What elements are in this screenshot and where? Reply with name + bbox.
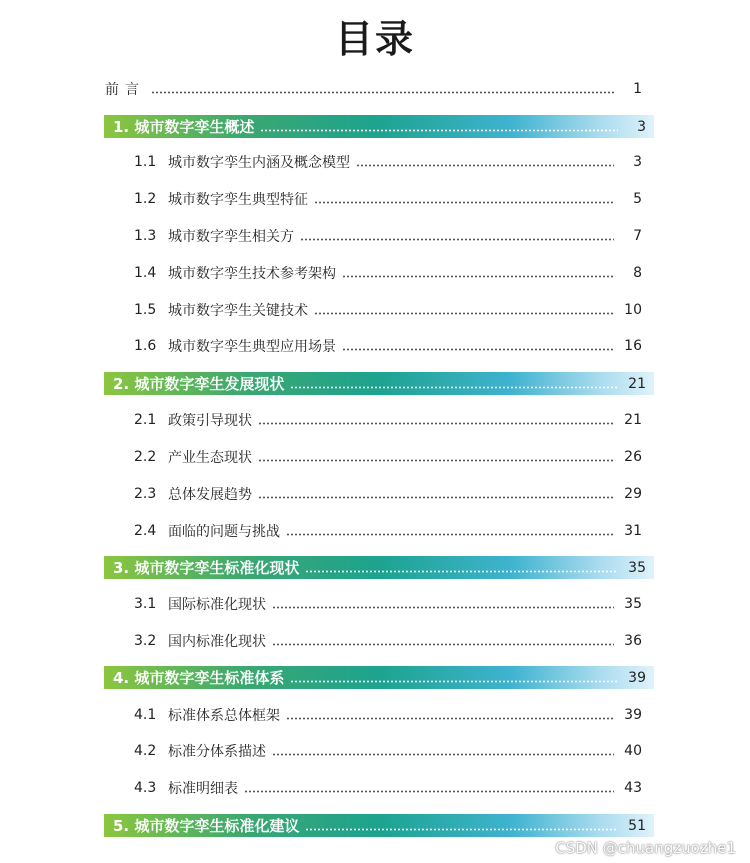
section-number: 1.3 (134, 228, 157, 244)
leader-dots (151, 83, 614, 95)
toc-page-number: 3 (633, 154, 642, 170)
leader-dots (342, 267, 614, 279)
csdn-watermark: CSDN @chuangzuozhe1 (555, 839, 736, 857)
toc-page-number: 36 (624, 633, 642, 649)
section-title: 国际标准化现状 (168, 597, 266, 613)
chapter-title: 城市数字孪生概述 (134, 118, 255, 136)
toc-section-4-1[interactable] (134, 703, 642, 727)
leader-dots (305, 562, 618, 574)
leader-dots (286, 709, 614, 721)
section-title: 政策引导现状 (168, 413, 252, 429)
toc-page-number: 8 (633, 265, 642, 281)
section-number: 2.1 (134, 412, 157, 428)
leader-dots (290, 672, 618, 684)
toc-entry-preface[interactable] (105, 77, 642, 101)
section-title: 城市数字孪生相关方 (168, 229, 294, 245)
leader-dots (342, 340, 614, 352)
chapter-title: 城市数字孪生标准体系 (134, 669, 285, 687)
toc-page-number: 21 (624, 412, 642, 428)
chapter-number: 5. (113, 816, 130, 835)
section-title: 城市数字孪生典型应用场景 (168, 339, 336, 355)
toc-section-2-4[interactable] (134, 519, 642, 543)
section-title: 标准明细表 (168, 781, 238, 797)
chapter-title: 城市数字孪生标准化现状 (134, 559, 300, 577)
section-number: 1.5 (134, 302, 157, 318)
chapter-number: 2. (113, 374, 130, 393)
section-title: 国内标准化现状 (168, 634, 266, 650)
section-number: 4.1 (134, 707, 157, 723)
toc-chapter-5[interactable] (104, 814, 654, 837)
section-title: 标准分体系描述 (168, 744, 266, 760)
section-number: 2.3 (134, 486, 157, 502)
toc-page-number: 21 (628, 375, 646, 392)
toc-page-number: 31 (624, 523, 642, 539)
leader-dots (286, 525, 614, 537)
leader-dots (258, 488, 614, 500)
section-title: 面临的问题与挑战 (168, 524, 280, 540)
toc-page-number: 16 (624, 338, 642, 354)
section-number: 1.4 (134, 265, 157, 281)
leader-dots (305, 820, 618, 832)
toc-section-1-5[interactable] (134, 298, 642, 322)
toc-chapter-2[interactable] (104, 372, 654, 395)
toc-page-number: 35 (628, 559, 646, 576)
section-number: 1.1 (134, 154, 157, 170)
toc-entry-label: 前言 (105, 82, 145, 98)
leader-dots (258, 451, 614, 463)
toc-page-number: 3 (637, 118, 646, 135)
toc-chapter-3[interactable] (104, 556, 654, 579)
toc-section-3-1[interactable] (134, 592, 642, 616)
toc-section-2-3[interactable] (134, 482, 642, 506)
toc-page-number: 39 (628, 669, 646, 686)
leader-dots (314, 304, 614, 316)
leader-dots (260, 121, 618, 133)
chapter-number: 4. (113, 668, 130, 687)
section-title: 城市数字孪生技术参考架构 (168, 266, 336, 282)
section-number: 3.1 (134, 596, 157, 612)
toc-section-1-2[interactable] (134, 187, 642, 211)
page-title: 目录 (334, 16, 415, 61)
toc-section-1-3[interactable] (134, 224, 642, 248)
leader-dots (258, 414, 614, 426)
section-title: 标准体系总体框架 (168, 708, 280, 724)
toc-page-number: 26 (624, 449, 642, 465)
toc-section-2-1[interactable] (134, 408, 642, 432)
toc-section-2-2[interactable] (134, 445, 642, 469)
toc-page-number: 51 (628, 817, 646, 834)
toc-page-number: 10 (624, 302, 642, 318)
toc-page-number: 1 (633, 81, 642, 97)
chapter-number: 1. (113, 117, 130, 136)
chapter-title: 城市数字孪生发展现状 (134, 375, 285, 393)
toc-page-number: 43 (624, 780, 642, 796)
chapter-number: 3. (113, 558, 130, 577)
section-title: 产业生态现状 (168, 450, 252, 466)
leader-dots (356, 156, 614, 168)
toc-chapter-1[interactable] (104, 115, 654, 138)
toc-page-number: 5 (633, 191, 642, 207)
section-title: 总体发展趋势 (168, 487, 252, 503)
toc-section-3-2[interactable] (134, 629, 642, 653)
leader-dots (300, 230, 614, 242)
section-number: 4.2 (134, 743, 157, 759)
section-number: 1.2 (134, 191, 157, 207)
toc-section-1-1[interactable] (134, 150, 642, 174)
chapter-title: 城市数字孪生标准化建议 (134, 817, 300, 835)
toc-page-number: 40 (624, 743, 642, 759)
section-number: 3.2 (134, 633, 157, 649)
leader-dots (314, 193, 614, 205)
section-number: 2.2 (134, 449, 157, 465)
leader-dots (244, 782, 614, 794)
section-title: 城市数字孪生关键技术 (168, 303, 308, 319)
toc-section-4-2[interactable] (134, 739, 642, 763)
leader-dots (272, 598, 614, 610)
section-number: 2.4 (134, 523, 157, 539)
toc-section-4-3[interactable] (134, 776, 642, 800)
toc-page-number: 35 (624, 596, 642, 612)
leader-dots (272, 745, 614, 757)
section-title: 城市数字孪生内涵及概念模型 (168, 155, 350, 171)
toc-page-number: 39 (624, 707, 642, 723)
leader-dots (272, 635, 614, 647)
section-number: 4.3 (134, 780, 157, 796)
toc-page-number: 7 (633, 228, 642, 244)
section-title: 城市数字孪生典型特征 (168, 192, 308, 208)
toc-chapter-4[interactable] (104, 666, 654, 689)
toc-section-1-6[interactable] (134, 334, 642, 358)
leader-dots (290, 378, 618, 390)
toc-page-number: 29 (624, 486, 642, 502)
section-number: 1.6 (134, 338, 157, 354)
toc-section-1-4[interactable] (134, 261, 642, 285)
